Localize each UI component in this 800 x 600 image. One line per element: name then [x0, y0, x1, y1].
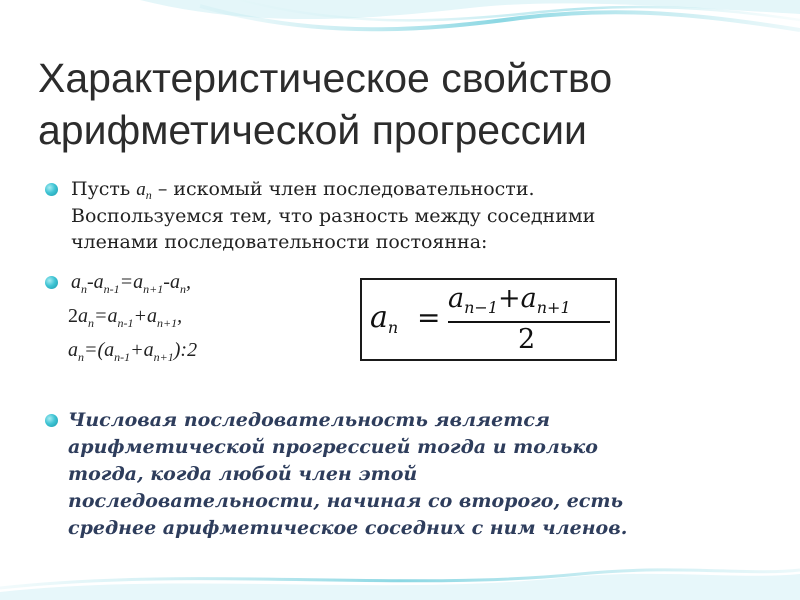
bullet-text-1 — [71, 176, 771, 255]
conclusion-line-4: последовательности, начиная со второго, есть — [68, 490, 624, 512]
bullet-icon — [45, 414, 58, 427]
equation-3: $a_n=(a_{n-1}+a_{n+1}):2$ — [68, 339, 198, 364]
bullet-line-3: членами последовательности постоянна: — [71, 231, 488, 253]
equation-2: $2a_n=a_{n-1}+a_{n+1}$, — [68, 305, 183, 330]
fraction-bar — [448, 321, 610, 323]
bullet-icon — [45, 276, 58, 289]
title-line-1: Характеристическое свойство — [38, 55, 613, 101]
conclusion-text — [68, 407, 748, 542]
equation-1: $a_n-a_{n-1}=a_{n+1}-a_n$, — [71, 271, 191, 296]
bullet-line-2: Воспользуемся тем, что разность между соседними — [71, 205, 596, 227]
formula-box — [360, 278, 617, 361]
conclusion-line-2: арифметической прогрессией тогда и только — [68, 436, 598, 458]
formula-numerator: $a_{n-1}+a_{n+1}$ — [448, 283, 571, 317]
formula-equals: = — [417, 301, 441, 334]
formula-lhs: $a_n$ — [370, 300, 399, 337]
title-line-2: арифметической прогрессии — [38, 107, 587, 153]
conclusion-line-1: Числовая последовательность является — [68, 409, 551, 431]
page-title — [38, 52, 778, 156]
conclusion-line-3: тогда, когда любой член этой — [68, 463, 418, 485]
bullet-icon — [45, 183, 58, 196]
formula-denominator: 2 — [518, 324, 536, 355]
bullet-line-1: Пусть $a_n$ – искомый член последовательности. — [71, 178, 535, 202]
conclusion-line-5: среднее арифметическое соседних с ним членов. — [68, 517, 628, 539]
